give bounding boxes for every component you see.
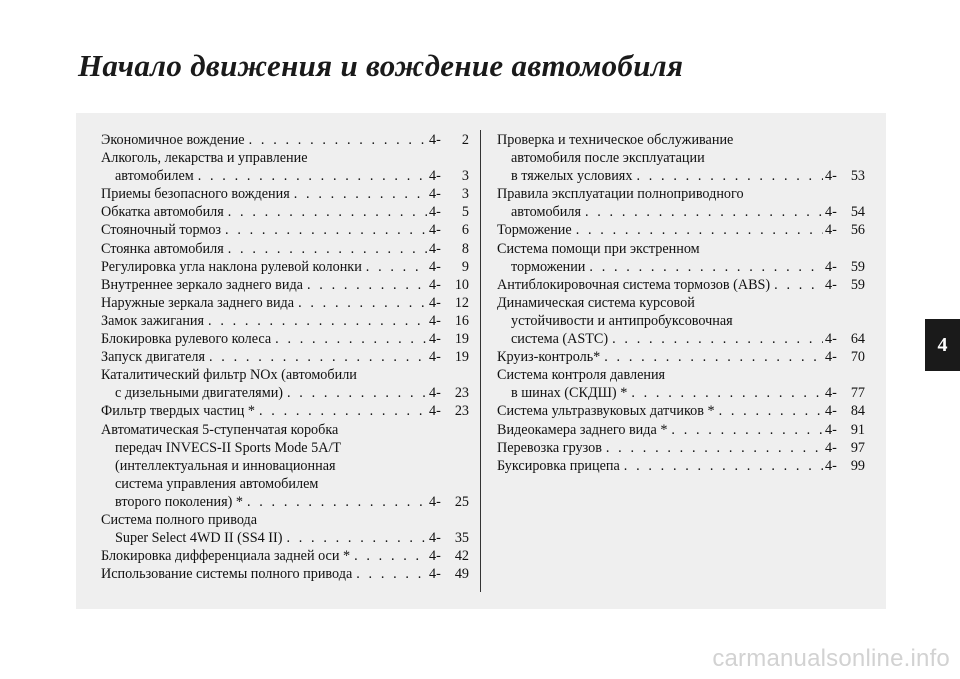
toc-entry-line	[101, 203, 469, 221]
toc-entry-line	[101, 457, 469, 475]
dot-leader	[298, 294, 427, 312]
toc-chapter-prefix: 4-	[429, 385, 441, 402]
toc-entry-line	[101, 475, 469, 493]
toc-entry[interactable]	[497, 221, 865, 239]
toc-chapter-prefix: 4-	[825, 168, 837, 185]
toc-entry[interactable]	[101, 330, 469, 348]
toc-entry-line	[101, 312, 469, 330]
dot-leader	[576, 221, 823, 239]
toc-entry[interactable]	[497, 131, 865, 185]
toc-entry-line	[101, 402, 469, 420]
toc-page-number: 42	[454, 548, 469, 565]
toc-entry-title: Каталитический фильтр NOx (автомобили	[101, 367, 357, 384]
toc-entry-line	[497, 203, 865, 221]
toc-entry[interactable]	[101, 276, 469, 294]
toc-entry-line	[101, 240, 469, 258]
toc-entry-title: Стояночный тормоз	[101, 222, 222, 239]
toc-entry[interactable]	[101, 402, 469, 420]
toc-entry-line	[497, 240, 865, 258]
toc-entry-title: Замок зажигания	[101, 312, 205, 329]
dot-leader	[249, 131, 427, 149]
toc-entry-title: Внутреннее зеркало заднего вида	[101, 276, 303, 293]
toc-entry-title: Запуск двигателя	[101, 349, 206, 366]
toc-chapter-prefix: 4-	[825, 349, 837, 366]
dot-leader	[636, 167, 823, 185]
toc-entry-title: Регулировка угла наклона рулевой колонки	[101, 258, 362, 275]
toc-entry-title: Система ультразвуковых датчиков *	[497, 403, 715, 420]
dot-leader	[294, 185, 427, 203]
toc-entry-title: Видеокамера заднего вида *	[497, 421, 668, 438]
toc-entry-line	[101, 529, 469, 547]
toc-entry-line	[497, 348, 865, 366]
toc-entry-line	[101, 384, 469, 402]
toc-entry-title: автомобиля	[511, 204, 581, 221]
toc-chapter-prefix: 4-	[825, 331, 837, 348]
toc-chapter-prefix: 4-	[825, 403, 837, 420]
toc-page-number: 12	[454, 294, 469, 311]
toc-chapter-prefix: 4-	[429, 240, 441, 257]
toc-entry[interactable]	[101, 312, 469, 330]
dot-leader	[209, 348, 427, 366]
toc-entry[interactable]	[101, 366, 469, 402]
toc-page-number: 3	[461, 186, 469, 203]
toc-entry-title: Наружные зеркала заднего вида	[101, 294, 295, 311]
toc-page-number: 56	[850, 222, 865, 239]
toc-chapter-prefix: 4-	[429, 132, 441, 148]
toc-chapter-prefix: 4-	[825, 385, 837, 402]
dot-leader	[354, 547, 427, 565]
toc-entry-line	[101, 547, 469, 565]
dot-leader	[228, 240, 427, 258]
toc-entry-line	[497, 258, 865, 276]
toc-entry-line	[497, 402, 865, 420]
toc-chapter-prefix: 4-	[429, 566, 441, 583]
toc-entry-title: Автоматическая 5-ступенчатая коробка	[101, 421, 339, 438]
toc-entry-line	[497, 149, 865, 167]
toc-entry-title: с дизельными двигателями)	[115, 385, 284, 402]
toc-entry[interactable]	[497, 366, 865, 402]
toc-entry-line	[497, 312, 865, 330]
toc-entry-title: передач INVECS-II Sports Mode 5A/T	[115, 439, 342, 456]
toc-entry[interactable]	[101, 149, 469, 185]
toc-entry-title: система управления автомобилем	[115, 475, 319, 492]
toc-entry-line	[101, 276, 469, 294]
toc-chapter-prefix: 4-	[429, 204, 441, 221]
toc-chapter-prefix: 4-	[429, 349, 441, 366]
toc-entry-title: Блокировка рулевого колеса	[101, 331, 272, 348]
toc-entry-line	[101, 366, 469, 384]
toc-entry[interactable]	[497, 348, 865, 366]
dot-leader	[228, 203, 427, 221]
toc-entry-title: (интеллектуальная и инновационная	[115, 457, 336, 474]
dot-leader	[356, 565, 427, 583]
toc-page-number: 19	[454, 331, 469, 348]
toc-entry-title: Система помощи при экстренном	[497, 240, 700, 257]
dot-leader	[604, 348, 823, 366]
toc-column-right	[497, 131, 865, 475]
toc-entry-title: Экономичное вождение	[101, 132, 245, 148]
toc-entry[interactable]	[101, 348, 469, 366]
toc-entry-line	[497, 366, 865, 384]
toc-chapter-prefix: 4-	[429, 403, 441, 420]
toc-entry[interactable]	[101, 221, 469, 239]
toc-entry-title: автомобиля после эксплуатации	[511, 150, 705, 167]
dot-leader	[585, 203, 823, 221]
toc-entry-line	[101, 493, 469, 511]
toc-chapter-prefix: 4-	[825, 421, 837, 438]
toc-entry-line	[497, 294, 865, 312]
dot-leader	[259, 402, 427, 420]
toc-page-number: 2	[461, 132, 469, 148]
toc-page-number: 49	[454, 566, 469, 583]
toc-entry-line	[101, 439, 469, 457]
dot-leader	[671, 421, 823, 439]
toc-entry-line	[101, 131, 469, 149]
toc-chapter-prefix: 4-	[429, 276, 441, 293]
toc-entry-line	[101, 258, 469, 276]
toc-entry-line	[101, 167, 469, 185]
toc-entry-line	[101, 511, 469, 529]
toc-entry-title: Алкоголь, лекарства и управление	[101, 150, 308, 167]
toc-chapter-prefix: 4-	[429, 331, 441, 348]
toc-entry-title: Стоянка автомобиля	[101, 240, 224, 257]
toc-chapter-prefix: 4-	[429, 548, 441, 565]
toc-page-number: 10	[454, 276, 469, 293]
watermark-text: carmanualsonline.info	[712, 645, 950, 672]
toc-entry-line	[497, 131, 865, 149]
toc-entry[interactable]	[497, 276, 865, 294]
toc-entry-title: автомобилем	[115, 168, 194, 185]
toc-entry-line	[497, 276, 865, 294]
toc-column-left	[101, 131, 469, 583]
toc-entry-title: Правила эксплуатации полноприводного	[497, 186, 744, 203]
dot-leader	[774, 276, 823, 294]
dot-leader	[589, 258, 823, 276]
toc-entry-title: Система полного привода	[101, 511, 258, 528]
toc-page-number: 54	[850, 204, 865, 221]
toc-chapter-prefix: 4-	[825, 222, 837, 239]
toc-page-number: 5	[461, 204, 469, 221]
toc-entry[interactable]	[497, 294, 865, 348]
toc-entry[interactable]	[497, 439, 865, 457]
toc-page-number: 97	[850, 439, 865, 456]
toc-page-number: 6	[461, 222, 469, 239]
toc-entry-title: в тяжелых условиях	[511, 168, 633, 185]
toc-page-number: 99	[850, 457, 865, 474]
toc-chapter-prefix: 4-	[825, 439, 837, 456]
toc-page-number: 35	[454, 530, 469, 547]
toc-chapter-prefix: 4-	[429, 222, 441, 239]
toc-page-number: 70	[850, 349, 865, 366]
dot-leader	[624, 457, 823, 475]
toc-entry-title: Блокировка дифференциала задней оси *	[101, 548, 351, 565]
toc-entry-title: Использование системы полного привода	[101, 566, 353, 583]
toc-entry-line	[497, 167, 865, 185]
toc-entry-title: Перевозка грузов	[497, 439, 602, 456]
toc-entry[interactable]	[101, 547, 469, 565]
dot-leader	[287, 384, 427, 402]
toc-entry[interactable]	[101, 185, 469, 203]
toc-chapter-prefix: 4-	[429, 168, 441, 185]
toc-entry[interactable]	[101, 203, 469, 221]
toc-page-number: 59	[850, 276, 865, 293]
toc-entry[interactable]	[497, 402, 865, 420]
toc-entry-title: Фильтр твердых частиц *	[101, 403, 255, 420]
toc-entry[interactable]	[101, 511, 469, 547]
chapter-tab[interactable]: 4	[925, 319, 960, 371]
toc-entry-line	[101, 565, 469, 583]
toc-page-number: 25	[454, 493, 469, 510]
toc-chapter-prefix: 4-	[429, 186, 441, 203]
column-divider	[480, 130, 481, 592]
toc-page-number: 9	[461, 258, 469, 275]
toc-entry[interactable]	[497, 421, 865, 439]
toc-entry-title: Торможение	[497, 222, 572, 239]
toc-entry-line	[101, 149, 469, 167]
toc-entry[interactable]	[101, 240, 469, 258]
toc-chapter-prefix: 4-	[825, 276, 837, 293]
toc-page-number: 64	[850, 331, 865, 348]
dot-leader	[606, 439, 823, 457]
toc-entry[interactable]	[101, 565, 469, 583]
toc-entry-title: Круиз-контроль*	[497, 349, 601, 366]
toc-page-number: 53	[850, 168, 865, 185]
toc-entry[interactable]	[101, 421, 469, 511]
toc-entry-line	[497, 185, 865, 203]
toc-entry-title: Проверка и техническое обслуживание	[497, 132, 734, 148]
toc-entry-title: торможении	[511, 258, 586, 275]
toc-entry[interactable]	[101, 294, 469, 312]
toc-entry-title: в шинах (СКДШ) *	[511, 385, 628, 402]
toc-page-number: 84	[850, 403, 865, 420]
toc-page-number: 3	[461, 168, 469, 185]
dot-leader	[275, 330, 427, 348]
toc-page-number: 59	[850, 258, 865, 275]
dot-leader	[286, 529, 427, 547]
toc-chapter-prefix: 4-	[825, 457, 837, 474]
toc-entry-line	[101, 294, 469, 312]
toc-entry-line	[497, 330, 865, 348]
toc-chapter-prefix: 4-	[429, 312, 441, 329]
toc-entry-title: Динамическая система курсовой	[497, 294, 695, 311]
toc-entry[interactable]	[497, 240, 865, 276]
dot-leader	[719, 402, 823, 420]
dot-leader	[208, 312, 427, 330]
toc-entry-title: второго поколения) *	[115, 493, 243, 510]
toc-entry[interactable]	[101, 258, 469, 276]
toc-entry[interactable]	[497, 185, 865, 221]
toc-page-number: 77	[850, 385, 865, 402]
toc-entry-title: устойчивости и антипробуксовочная	[511, 312, 733, 329]
toc-chapter-prefix: 4-	[429, 258, 441, 275]
toc-page-number: 19	[454, 349, 469, 366]
toc-entry-title: система (ASTC)	[511, 331, 609, 348]
toc-entry[interactable]	[101, 131, 469, 149]
dot-leader	[247, 493, 427, 511]
toc-entry-line	[101, 221, 469, 239]
toc-chapter-prefix: 4-	[825, 204, 837, 221]
toc-chapter-prefix: 4-	[429, 294, 441, 311]
toc-chapter-prefix: 4-	[429, 493, 441, 510]
toc-entry-line	[497, 221, 865, 239]
toc-entry-line	[497, 384, 865, 402]
dot-leader	[307, 276, 427, 294]
chapter-title: Начало движения и вождение автомобиля	[78, 48, 684, 83]
toc-entry-line	[497, 457, 865, 475]
toc-page-number: 23	[454, 385, 469, 402]
dot-leader	[225, 221, 427, 239]
dot-leader	[612, 330, 823, 348]
toc-page-number: 91	[850, 421, 865, 438]
toc-entry[interactable]	[497, 457, 865, 475]
dot-leader	[366, 258, 427, 276]
dot-leader	[198, 167, 427, 185]
toc-chapter-prefix: 4-	[429, 530, 441, 547]
toc-entry-title: Система контроля давления	[497, 367, 666, 384]
toc-entry-line	[101, 421, 469, 439]
toc-entry-title: Обкатка автомобиля	[101, 204, 224, 221]
toc-entry-title: Буксировка прицепа	[497, 457, 620, 474]
toc-chapter-prefix: 4-	[825, 258, 837, 275]
toc-entry-line	[497, 421, 865, 439]
dot-leader	[631, 384, 823, 402]
toc-entry-line	[101, 330, 469, 348]
toc-entry-title: Приемы безопасного вождения	[101, 186, 290, 203]
toc-page-number: 8	[461, 240, 469, 257]
toc-entry-line	[101, 348, 469, 366]
toc-entry-line	[101, 185, 469, 203]
toc-entry-title: Антиблокировочная система тормозов (ABS)	[497, 276, 771, 293]
toc-entry-line	[497, 439, 865, 457]
toc-entry-title: Super Select 4WD II (SS4 II)	[115, 530, 283, 547]
toc-page-number: 23	[454, 403, 469, 420]
toc-page-number: 16	[454, 312, 469, 329]
